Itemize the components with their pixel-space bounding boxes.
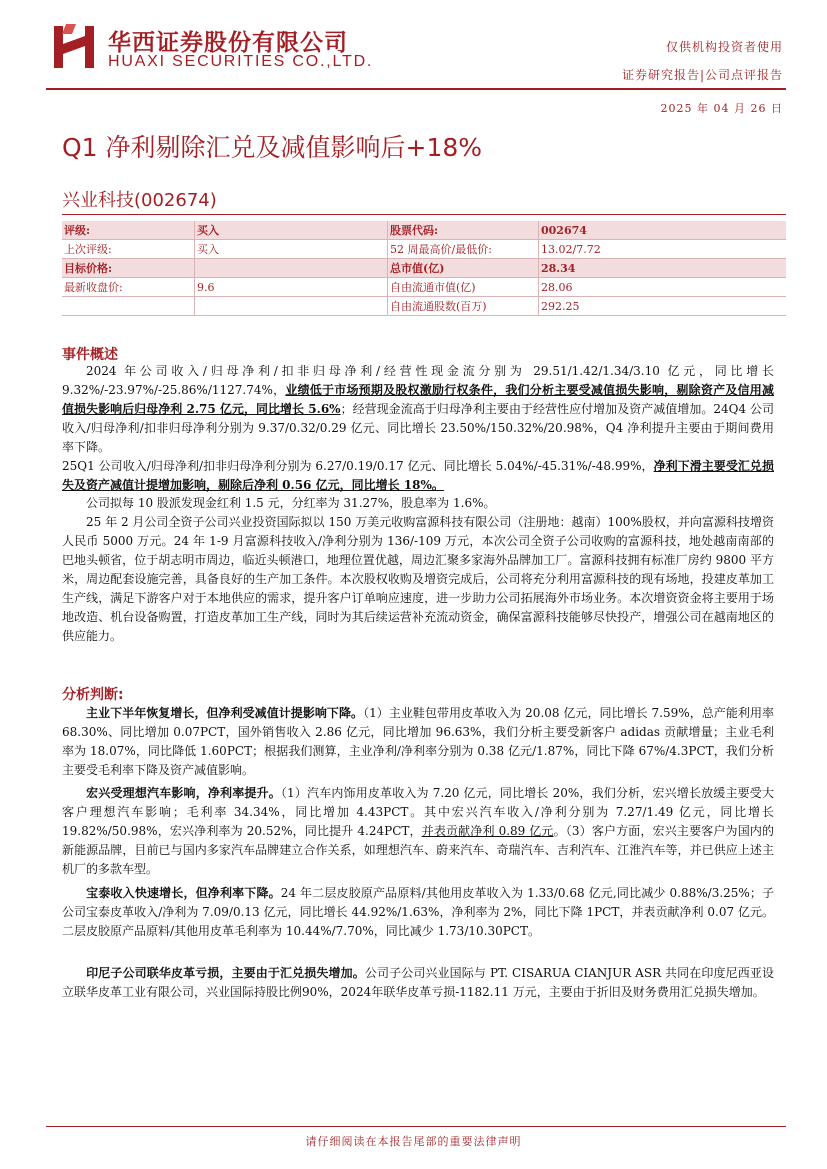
footer-divider <box>46 1126 786 1127</box>
company-logo-cn: 华西证券股份有限公司 <box>108 30 348 56</box>
event-p1-text: ；经营现金流高于归母净利主要由于经营性应付增加及资产减值增加。24Q4 公司收入/归母净利/扣非归母净利分别为 9.37/0.32/0.29 亿元、同比增长 23.50%/150.32%/20.98%，Q4 净利提升主要由于期间费用率下降。 <box>62 402 775 454</box>
analysis-p4-text: 公司子公司兴业国际与 PT. CISARUA CIANJUR ASR 共同在印度尼西亚设立联华皮革工业有限公司，兴业国际持股比例90%，2024年联华皮革亏损-1182.11 万元，主要由于折旧及财务费用汇兑损失增加。 <box>62 966 774 999</box>
close-price-label: 最新收盘价: <box>62 278 195 297</box>
target-price-label: 目标价格: <box>62 259 195 278</box>
analysis-p2-text: （1）汽车内饰用皮革收入为 7.20 亿元，同比增长 20%，我们分析，宏兴增长放缓主要受大客户理想汽车影响；毛利率 34.34%，同比增加 4.43PCT。其中宏兴汽车收入/净利分别为 7.27/1.49 亿元，同比增长 19.82%/50.98%，宏兴净利率为 20.52%，同比提升 4.24PCT， <box>62 786 774 838</box>
report-title: Q1 净利剔除汇兑及减值影响后+18% <box>62 133 483 162</box>
52w-range-label: 52 周最高价/最低价: <box>388 240 539 259</box>
event-p4-text: 25 年 2 月公司全资子公司兴业投资国际拟以 150 万美元收购富源科技有限公司（注册地：越南）100%股权，并向富源科技增资人民币 5000 万元。24 年 1-9 月富源科技收入/净利分别为 136/-109 万元，本次公司全资子公司收购的富源科技，地处越南南部的巴地头顿省，位于胡志明市周边，临近头顿港口，地理位置优越，周边汇聚多家海外品牌加工厂。富源科技拥有标准厂房约 9800 平方米，周边配套设施完善，具备良好的生产加工条件。本次股权收购及增资完成后，公司将充分利用富源科技的现有场地，投建皮革加工生产线，满足下游客户对于本地供应的需求，提升客户订单响应速度，进一步助力公司拓展海外市场业务。本次增资资金将主要用于场地改造、机台设备购置，打造皮革加工生产线，同时为其后续运营补充流动资金，确保富源科技能够尽快投产，增强公司在越南地区的供应能力。 <box>62 515 774 643</box>
market-cap-label: 总市值(亿) <box>388 259 539 278</box>
prev-rating-value: 买入 <box>195 240 388 259</box>
analysis-paragraph-4 <box>62 964 774 1002</box>
legal-notice: 请仔细阅读在本报告尾部的重要法律声明 <box>305 1135 522 1148</box>
event-p3-text: 公司拟每 10 股派发现金红利 1.5 元，分红率为 31.27%，股息率为 1.6%。 <box>86 496 496 510</box>
stock-info-table <box>62 221 786 316</box>
float-shares-value: 292.25 <box>539 297 787 316</box>
title-divider <box>62 214 786 215</box>
report-date: 2025 年 04 月 26 日 <box>660 102 783 115</box>
analysis-p2-text: 。（3）客户方面，宏兴主要客户为国内的新能源品牌，目前已与国内多家汽车品牌建立合作关系，如理想汽车、蔚来汽车、奇瑞汽车、吉利汽车、江淮汽车等，并已供应上述主机厂的多款车型。 <box>62 824 774 876</box>
stock-code-label: 股票代码: <box>388 221 539 240</box>
table-row <box>62 297 786 316</box>
analysis-p3-heading: 宝泰收入快速增长，但净利率下降。 <box>86 886 281 900</box>
table-row <box>62 278 786 297</box>
analysis-paragraph-3 <box>62 884 774 941</box>
analysis-p1-text: （1）主业鞋包带用皮革收入为 20.08 亿元，同比增长 7.59%，总产能利用率 68.30%、同比增加 0.07PCT，国外销售收入 2.86 亿元，同比增加 96.63%，我们分析主要受新客户 adidas 贡献增量；主业毛利率为 18.07%，同比降低 1.60PCT；根据我们测算，主业净利/净利率分别为 0.38 亿元/1.87%，同比下降 67%/4.3PCT，我们分析主要受毛利率下降及资产减值影响。 <box>62 706 774 777</box>
float-cap-label: 自由流通市值(亿) <box>388 278 539 297</box>
event-p2-highlight: 净利下滑主要受汇兑损失及资产减值计提增加影响，剔除后净利 0.56 亿元，同比增长 18%。 <box>62 459 774 492</box>
close-price-value: 9.6 <box>195 278 388 297</box>
event-p1-text: 2024 年公司收入/归母净利/扣非归母净利/经营性现金流分别为 29.51/1.42/1.34/3.10 亿元，同比增长 9.32%/-23.97%/-25.86%/1127.74%， <box>62 364 774 397</box>
huaxi-logo-icon <box>52 22 96 70</box>
event-section-title: 事件概述 <box>62 347 118 363</box>
float-shares-label: 自由流通股数(百万) <box>388 297 539 316</box>
event-p2-text: 25Q1 公司收入/归母净利/扣非归母净利分别为 6.27/0.19/0.17 亿元、同比增长 5.04%/-45.31%/-48.99%， <box>62 459 654 473</box>
analysis-p1-heading: 主业下半年恢复增长，但净利受减值计提影响下降。 <box>86 706 364 720</box>
report-type: 证券研究报告|公司点评报告 <box>621 68 783 82</box>
company-name: 兴业科技(002674) <box>62 190 217 211</box>
analysis-p2-heading: 宏兴受理想汽车影响，净利率提升。 <box>86 786 281 800</box>
target-price-value <box>195 259 388 278</box>
rating-value: 买入 <box>195 221 388 240</box>
company-logo-en: HUAXI SECURITIES CO.,LTD. <box>108 53 374 70</box>
event-paragraph-3 <box>62 494 774 513</box>
52w-range-value: 13.02/7.72 <box>539 240 787 259</box>
stock-code-value: 002674 <box>539 221 787 240</box>
analysis-paragraph-2 <box>62 784 774 879</box>
analysis-section-title: 分析判断: <box>62 687 124 703</box>
table-row <box>62 259 786 278</box>
prev-rating-label: 上次评级: <box>62 240 195 259</box>
analysis-p3-text: 24 年二层皮胶原产品原料/其他用皮革收入为 1.33/0.68 亿元,同比减少 0.88%/3.25%；子公司宝泰皮革收入/净利为 7.09/0.13 亿元，同比增长 44.92%/1.63%，净利率为 2%，同比下降 1PCT，并表贡献净利 0.07 亿元。二层皮胶原产品原料/其他用皮革毛利率为 10.44%/7.70%，同比减少 1.73/10.30PCT。 <box>62 886 774 938</box>
market-cap-value: 28.34 <box>539 259 787 278</box>
analysis-paragraph-1 <box>62 704 774 780</box>
event-paragraph-4 <box>62 513 774 646</box>
analysis-p2-underline: 并表贡献净利 0.89 亿元 <box>421 824 554 838</box>
table-row <box>62 221 786 240</box>
table-row <box>62 240 786 259</box>
audience-note: 仅供机构投资者使用 <box>665 40 783 54</box>
empty-cell <box>195 297 388 316</box>
rating-label: 评级: <box>62 221 195 240</box>
analysis-p4-heading: 印尼子公司联华皮革亏损，主要由于汇兑损失增加。 <box>86 966 365 980</box>
event-paragraph-2 <box>62 457 774 495</box>
float-cap-value: 28.06 <box>539 278 787 297</box>
empty-cell <box>62 297 195 316</box>
event-p1-highlight: 业绩低于市场预期及股权激励行权条件，我们分析主要受减值损失影响，剔除资产及信用减值损失影响后归母净利 2.75 亿元，同比增长 5.6% <box>62 383 774 416</box>
event-paragraph-1 <box>62 362 774 457</box>
header-divider <box>46 88 786 90</box>
